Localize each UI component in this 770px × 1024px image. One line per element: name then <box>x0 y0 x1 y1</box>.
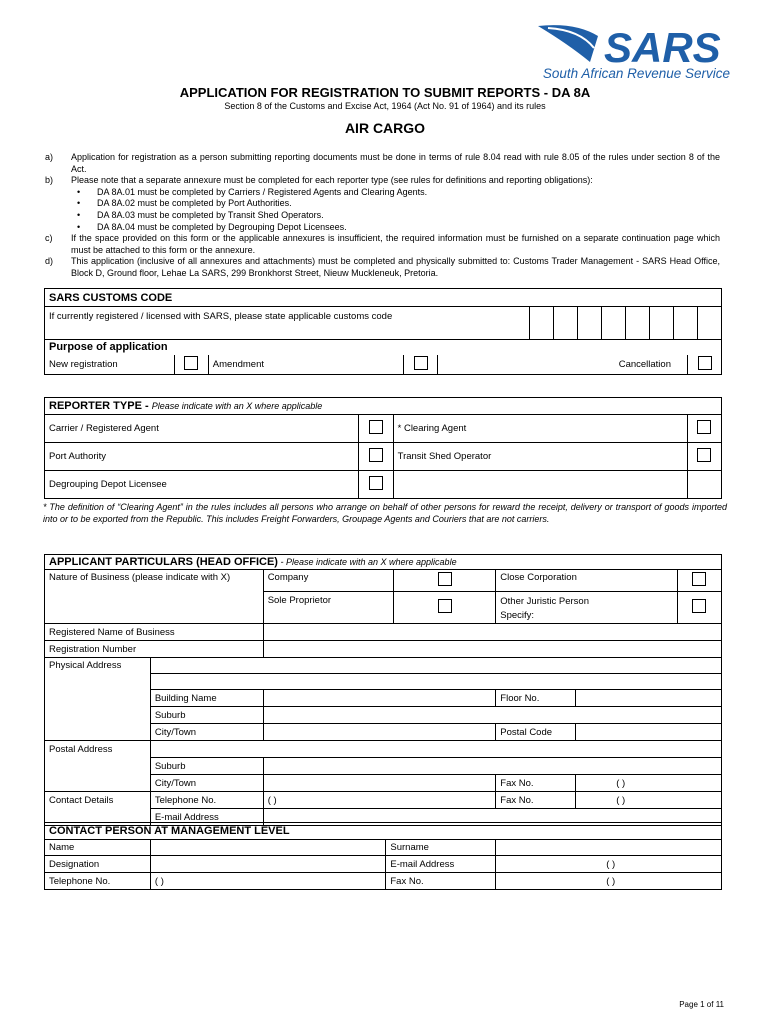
purpose-heading: Purpose of application <box>45 340 722 355</box>
contact-email-field[interactable]: ( ) <box>496 856 722 873</box>
customs-code-digit[interactable] <box>626 307 650 340</box>
form-title: APPLICATION FOR REGISTRATION TO SUBMIT REPORTS - DA 8A <box>179 85 591 100</box>
degrouping-depot-label: Degrouping Depot Licensee <box>45 471 359 499</box>
telephone-field[interactable]: ( ) <box>263 792 496 809</box>
instruction-c: If the space provided on this form or the applicable annexures is insufficient, the required information must be furnished on a separate continuation page which must be attached to this form or the annexure. <box>71 233 720 255</box>
customs-code-digit[interactable] <box>674 307 698 340</box>
bullet-item: • DA 8A.02 must be completed by Port Authorities. <box>45 198 720 210</box>
contact-email-label: E-mail Address <box>386 856 496 873</box>
transit-shed-checkbox[interactable] <box>697 448 711 462</box>
item-label: d) <box>45 256 54 267</box>
name-label: Name <box>45 840 151 856</box>
customs-code-digit[interactable] <box>530 307 554 340</box>
specify-label: Specify: <box>500 610 535 621</box>
bullet-item: • DA 8A.01 must be completed by Carriers / Registered Agents and Clearing Agents. <box>45 187 720 199</box>
new-registration-checkbox[interactable] <box>184 356 198 370</box>
postal-suburb-field[interactable] <box>263 758 721 775</box>
port-authority-label: Port Authority <box>45 443 359 471</box>
bullet-item: • DA 8A.04 must be completed by Degrouping Depot Licensees. <box>45 222 720 234</box>
amendment-label: Amendment <box>208 355 404 375</box>
postal-code-label: Postal Code <box>496 724 576 741</box>
reporter-type-section <box>44 397 722 499</box>
physical-address-line1[interactable] <box>150 658 721 674</box>
designation-label: Designation <box>45 856 151 873</box>
contact-fax-field[interactable]: ( ) <box>496 873 722 890</box>
degrouping-depot-checkbox[interactable] <box>369 476 383 490</box>
surname-field[interactable] <box>496 840 722 856</box>
instruction-b: Please note that a separate annexure must be completed for each reporter type (see rules for definitions and reporting obligations): <box>71 175 593 186</box>
customs-code-digit[interactable] <box>650 307 674 340</box>
amendment-checkbox[interactable] <box>414 356 428 370</box>
customs-code-section <box>44 288 722 340</box>
carrier-checkbox[interactable] <box>369 420 383 434</box>
customs-code-digit[interactable] <box>578 307 602 340</box>
city-label: City/Town <box>150 724 263 741</box>
bullet-item: • DA 8A.03 must be completed by Transit Shed Operators. <box>45 210 720 222</box>
suburb-label: Suburb <box>150 707 263 724</box>
sars-logo <box>520 22 730 84</box>
email-label: E-mail Address <box>150 809 263 826</box>
item-label: b) <box>45 175 54 186</box>
contact-telephone-field[interactable]: ( ) <box>150 873 385 890</box>
building-name-label: Building Name <box>150 690 263 707</box>
company-checkbox[interactable] <box>438 572 452 586</box>
close-corporation-checkbox[interactable] <box>692 572 706 586</box>
section-heading: CONTACT PERSON AT MANAGEMENT LEVEL <box>45 823 722 840</box>
name-field[interactable] <box>150 840 385 856</box>
registration-number-label: Registration Number <box>45 641 264 658</box>
cancellation-label: Cancellation <box>438 355 688 375</box>
postal-address-line1[interactable] <box>150 741 721 758</box>
form-heading: AIR CARGO <box>344 120 426 136</box>
contact-details-label: Contact Details <box>45 792 151 809</box>
registered-name-field[interactable] <box>263 624 721 641</box>
carrier-label: Carrier / Registered Agent <box>45 415 359 443</box>
physical-address-line2[interactable] <box>150 674 721 690</box>
contact-person-section <box>44 822 722 890</box>
floor-no-label: Floor No. <box>496 690 576 707</box>
postal-suburb-label: Suburb <box>150 758 263 775</box>
new-registration-label: New registration <box>45 355 175 375</box>
fax-label: Fax No. <box>496 775 576 792</box>
fax2-field[interactable]: ( ) <box>576 792 722 809</box>
physical-address-label: Physical Address <box>45 658 151 674</box>
instruction-a: Application for registration as a person submitting reporting documents must be done in terms of rule 8.04 read with rule 8.05 of the rules under section 8 of the Act. <box>71 152 720 174</box>
contact-telephone-label: Telephone No. <box>45 873 151 890</box>
surname-label: Surname <box>386 840 496 856</box>
section-instruction: - Please indicate with an X where applicable <box>277 557 457 567</box>
fax-field[interactable]: ( ) <box>576 775 722 792</box>
purpose-section <box>44 339 722 375</box>
logo-wordmark: SARS <box>604 24 721 68</box>
page-number: Page 1 of 11 <box>679 1000 724 1009</box>
item-label: a) <box>45 152 54 162</box>
postal-city-label: City/Town <box>150 775 263 792</box>
customs-code-digit[interactable] <box>602 307 626 340</box>
instruction-d: This application (inclusive of all annexures and attachments) must be completed and physically submitted to: Customs Trader Management - SARS Head Office, Block D, Ground floor, Lehae La SARS, 299 Bronkhorst Street, Nieuw Muckleneuk, Pretoria. <box>71 256 720 278</box>
clearing-agent-label: * Clearing Agent <box>393 415 687 443</box>
customs-code-digit[interactable] <box>554 307 578 340</box>
designation-field[interactable] <box>150 856 385 873</box>
other-juristic-label: Other Juristic Person <box>500 596 589 607</box>
logo-tagline: South African Revenue Service <box>542 66 730 81</box>
company-label: Company <box>263 570 394 592</box>
customs-code-prompt: If currently registered / licensed with SARS, please state applicable customs code <box>45 307 530 340</box>
instructions <box>45 152 720 280</box>
building-name-field[interactable] <box>263 690 496 707</box>
sole-proprietor-checkbox[interactable] <box>438 599 452 613</box>
section-heading: SARS CUSTOMS CODE <box>45 289 722 307</box>
section-instruction: Please indicate with an X where applicable <box>151 401 323 411</box>
clearing-agent-footnote: * The definition of “Clearing Agent” in the rules includes all persons who arrange on behalf of other persons for reward the receipt, delivery or transport of goods imported into or to be exported from the Republic. This includes Freight Forwarders, Groupage Agents and Couriers that are not carriers. <box>43 502 727 524</box>
port-authority-checkbox[interactable] <box>369 448 383 462</box>
item-label: c) <box>45 233 53 244</box>
transit-shed-label: Transit Shed Operator <box>393 443 687 471</box>
postal-address-label: Postal Address <box>45 741 151 758</box>
close-corporation-label: Close Corporation <box>496 570 678 592</box>
fax2-label: Fax No. <box>496 792 576 809</box>
contact-fax-label: Fax No. <box>386 873 496 890</box>
other-juristic-checkbox[interactable] <box>692 599 706 613</box>
city-field[interactable] <box>263 724 496 741</box>
section-heading: REPORTER TYPE - <box>49 400 152 412</box>
telephone-label: Telephone No. <box>150 792 263 809</box>
postal-code-field[interactable] <box>576 724 722 741</box>
form-subtitle: Section 8 of the Customs and Excise Act, 1964 (Act No. 91 of 1964) and its rules <box>224 101 546 111</box>
postal-city-field[interactable] <box>263 775 496 792</box>
registration-number-field[interactable] <box>263 641 721 658</box>
applicant-particulars-section <box>44 554 722 826</box>
suburb-field[interactable] <box>263 707 721 724</box>
floor-no-field[interactable] <box>576 690 722 707</box>
nature-of-business-label: Nature of Business (please indicate with X) <box>45 570 264 592</box>
section-heading: APPLICANT PARTICULARS (HEAD OFFICE) <box>49 556 278 568</box>
clearing-agent-checkbox[interactable] <box>697 420 711 434</box>
sole-proprietor-label: Sole Proprietor <box>263 592 394 624</box>
registered-name-label: Registered Name of Business <box>45 624 264 641</box>
customs-code-digit[interactable] <box>697 307 721 340</box>
cancellation-checkbox[interactable] <box>698 356 712 370</box>
